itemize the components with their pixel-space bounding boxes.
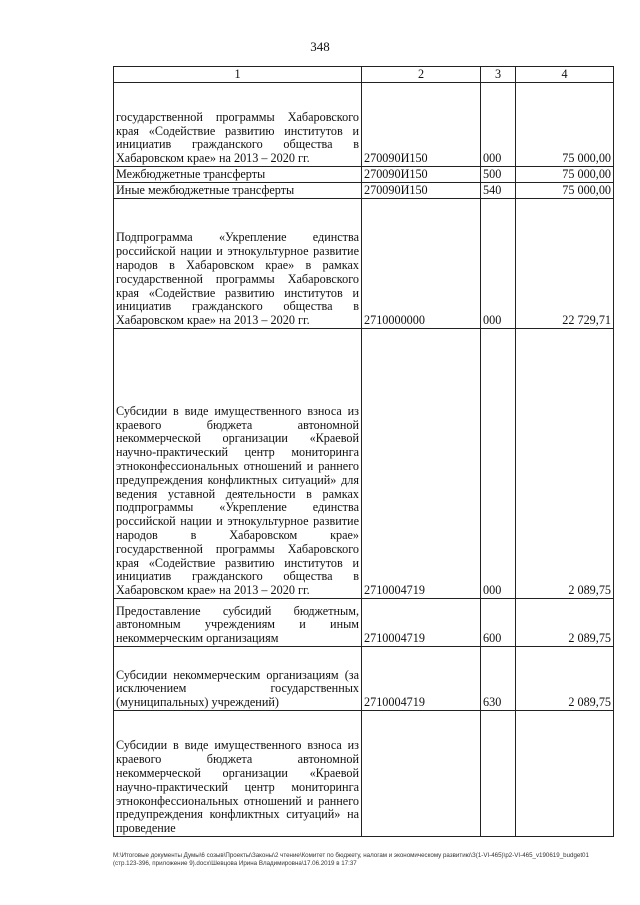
- row-description: Межбюджетные трансферты: [114, 167, 362, 183]
- table-header-row: [114, 67, 614, 83]
- table-row: [114, 329, 614, 599]
- row-expense-type: 000: [481, 199, 516, 329]
- column-header-3: 3: [481, 67, 516, 83]
- page-number: 348: [310, 39, 330, 54]
- row-description: Предоставление субсидий бюджетным, автономным учреждениям и иным некоммерческим организациям: [114, 599, 362, 647]
- row-expense-type: 000: [481, 83, 516, 167]
- row-expense-type: 630: [481, 647, 516, 711]
- row-target-code: 2710004719: [362, 599, 481, 647]
- row-description: Иные межбюджетные трансферты: [114, 183, 362, 199]
- column-header-2: 2: [362, 67, 481, 83]
- row-expense-type: [481, 711, 516, 837]
- row-expense-type: 000: [481, 329, 516, 599]
- document-file-path: М:\Итоговые документы Думы\6 созыв\Проекты\Законы\2 чтение\Комитет по бюджету, налогам и экономическому развитию\З(1-VI-465)\р2-VI-465_v190619_budget01 (стр.123-396, приложение 9).docx\Шевцова Ирина Владимировна\17.06.2019 в 17:37: [113, 852, 589, 867]
- budget-table: [113, 66, 614, 837]
- row-target-code: [362, 711, 481, 837]
- table-row: [114, 647, 614, 711]
- row-expense-type: 540: [481, 183, 516, 199]
- table-row: [114, 167, 614, 183]
- row-expense-type: 500: [481, 167, 516, 183]
- row-target-code: 2710004719: [362, 647, 481, 711]
- row-description: Субсидии в виде имущественного взноса из краевого бюджета автономной некоммерческой организации «Краевой научно-практический центр мониторинга этноконфессиональных отношений и раннего предупреждения конфликтных ситуаций» для ведения уставной деятельности в рамках подпрограммы «Укрепление единства российской нации и этнокультурное развитие народов в Хабаровском крае» государственной программы Хабаровского края «Содействие развитию институтов и инициатив гражданского общества в Хабаровском крае» на 2013 – 2020 гг.: [114, 329, 362, 599]
- row-expense-type: 600: [481, 599, 516, 647]
- row-amount: [516, 711, 614, 837]
- row-target-code: 270090И150: [362, 83, 481, 167]
- row-description: государственной программы Хабаровского края «Содействие развитию институтов и инициатив гражданского общества в Хабаровском крае» на 2013 – 2020 гг.: [114, 83, 362, 167]
- table-row: [114, 183, 614, 199]
- row-amount: 75 000,00: [516, 167, 614, 183]
- row-amount: 2 089,75: [516, 329, 614, 599]
- table-row: [114, 599, 614, 647]
- row-description: Субсидии в виде имущественного взноса из краевого бюджета автономной некоммерческой организации «Краевой научно-практический центр мониторинга этноконфессиональных отношений и раннего предупреждения конфликтных ситуаций» на проведение: [114, 711, 362, 837]
- column-header-4: 4: [516, 67, 614, 83]
- table-row: [114, 83, 614, 167]
- row-description: Подпрограмма «Укрепление единства российской нации и этнокультурное развитие народов в Хабаровском крае» в рамках государственной программы Хабаровского края «Содействие развитию институтов и инициатив гражданского общества в Хабаровском крае» на 2013 – 2020 гг.: [114, 199, 362, 329]
- row-target-code: 2710004719: [362, 329, 481, 599]
- column-header-1: 1: [114, 67, 362, 83]
- row-description: Субсидии некоммерческим организациям (за исключением государственных (муниципальных) учреждений): [114, 647, 362, 711]
- table-row: [114, 711, 614, 837]
- table-row: [114, 199, 614, 329]
- row-amount: 75 000,00: [516, 183, 614, 199]
- row-target-code: 270090И150: [362, 183, 481, 199]
- row-amount: 22 729,71: [516, 199, 614, 329]
- row-amount: 75 000,00: [516, 83, 614, 167]
- row-amount: 2 089,75: [516, 647, 614, 711]
- row-target-code: 270090И150: [362, 167, 481, 183]
- row-target-code: 2710000000: [362, 199, 481, 329]
- row-amount: 2 089,75: [516, 599, 614, 647]
